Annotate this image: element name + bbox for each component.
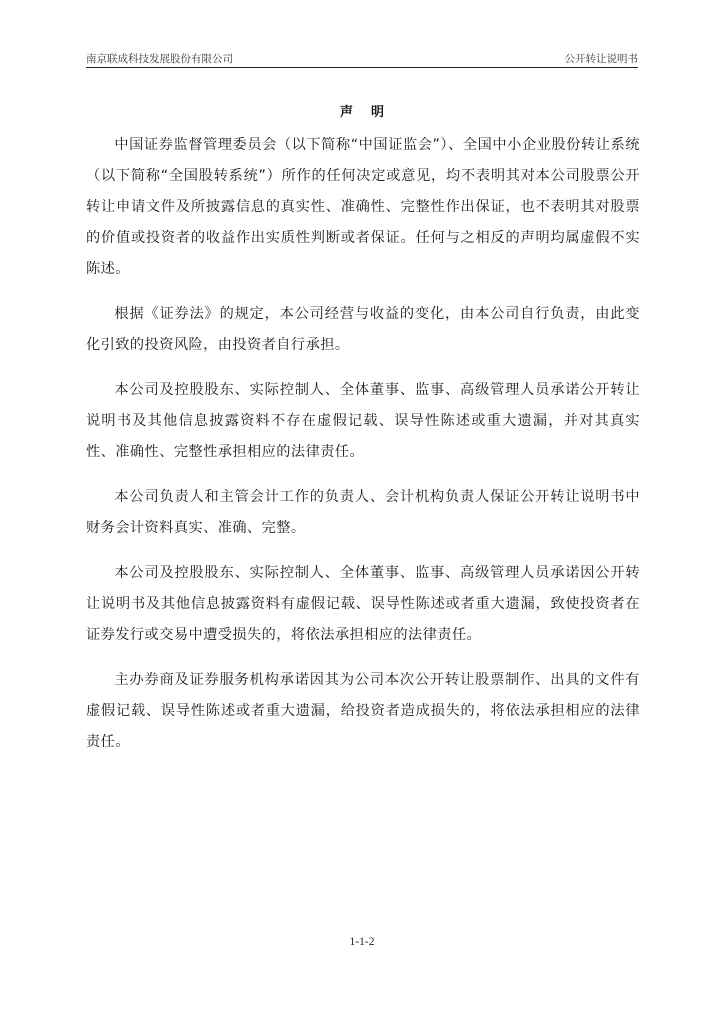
declaration-body	[86, 130, 640, 772]
paragraph-financial-accuracy: 本公司负责人和主管会计工作的负责人、会计机构负责人保证公开转让说明书中财务会计资料真实、准确、完整。	[86, 489, 640, 536]
title-char-1: 声	[339, 105, 353, 120]
title-char-2: 明	[371, 105, 385, 120]
header-company-name: 南京联成科技发展股份有限公司	[86, 53, 233, 65]
header-document-type: 公开转让说明书	[564, 53, 638, 65]
paragraph-liability-commitment: 本公司及控股股东、实际控制人、全体董事、监事、高级管理人员承诺因公开转让说明书及其他信息披露资料有虚假记载、误导性陈述或者重大遗漏，致使投资者在证券发行或交易中遭受损失的，将依法承担相应的法律责任。	[86, 565, 640, 643]
page-title	[0, 101, 724, 120]
paragraph-securities-law: 根据《证券法》的规定，本公司经营与收益的变化，由本公司自行负责，由此变化引致的投资风险，由投资者自行承担。	[86, 306, 640, 353]
header-divider	[86, 67, 638, 68]
page-number: 1-1-2	[349, 936, 375, 948]
paragraph-csrc-disclaimer: 中国证券监督管理委员会（以下简称“中国证监会”）、全国中小企业股份转让系统（以下简称“全国股转系统”）所作的任何决定或意见，均不表明其对本公司股票公开转让申请文件及所披露信息的真实性、准确性、完整性作出保证，也不表明其对股票的价值或投资者的收益作出实质性判断或者保证。任何与之相反的声明均属虚假不实陈述。	[86, 137, 640, 277]
paragraph-broker-commitment: 主办券商及证券服务机构承诺因其为公司本次公开转让股票制作、出具的文件有虚假记载、误导性陈述或者重大遗漏，给投资者造成损失的，将依法承担相应的法律责任。	[86, 672, 640, 750]
paragraph-management-commitment: 本公司及控股股东、实际控制人、全体董事、监事、高级管理人员承诺公开转让说明书及其他信息披露资料不存在虚假记载、误导性陈述或重大遗漏，并对其真实性、准确性、完整性承担相应的法律责任。	[86, 382, 640, 460]
page-header	[86, 50, 638, 66]
